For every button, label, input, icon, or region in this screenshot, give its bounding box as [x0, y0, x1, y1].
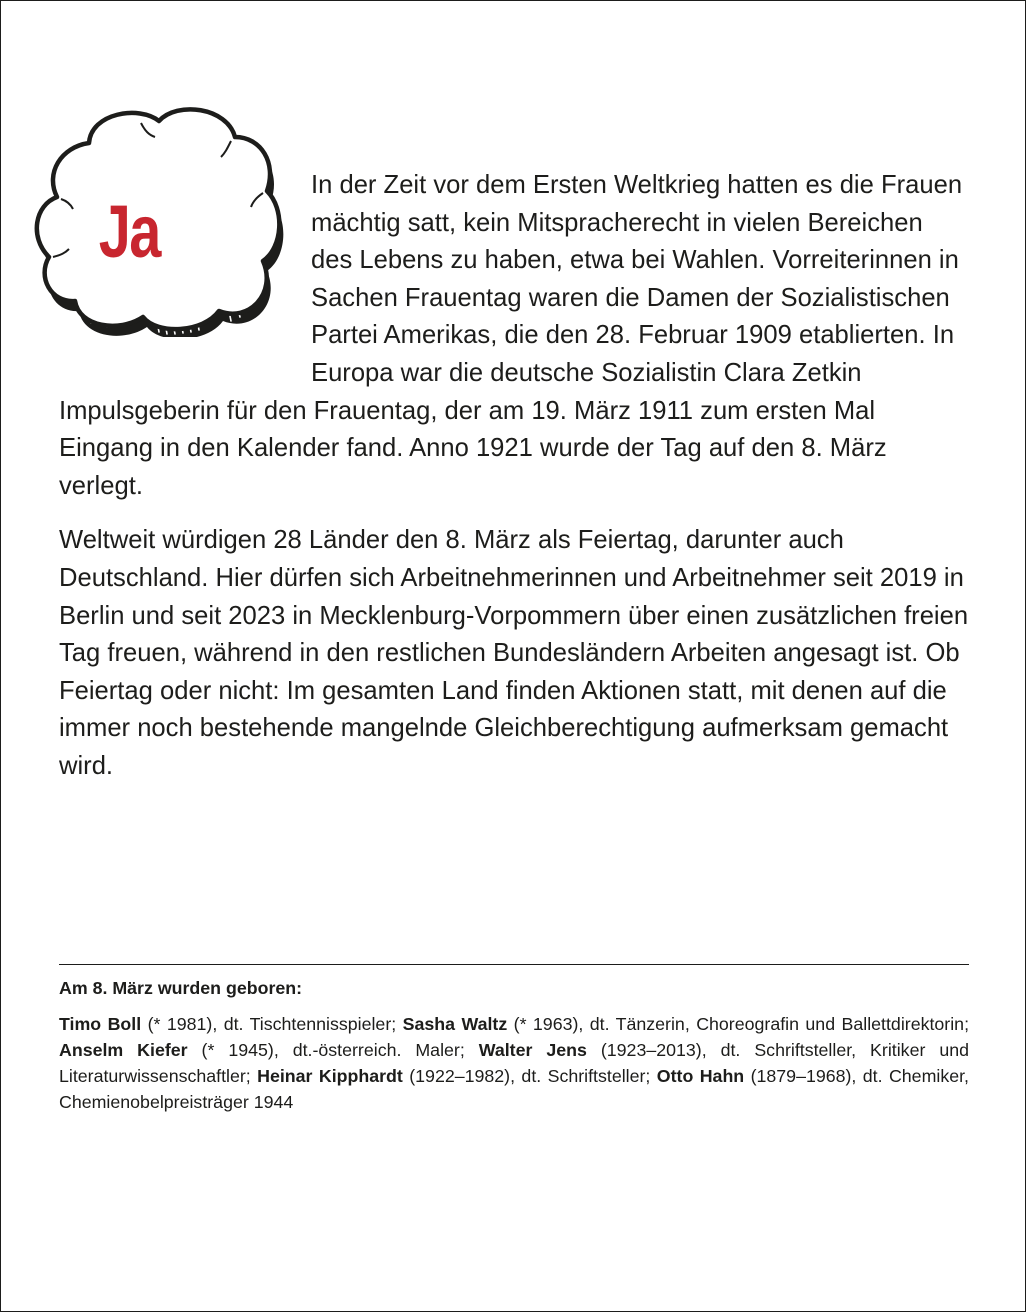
birth-name: Walter Jens: [478, 1040, 587, 1060]
birth-name: Sasha Waltz: [402, 1014, 508, 1034]
paragraph-2: Weltweit würdigen 28 Länder den 8. März als Feiertag, darunter auch Deutschland. Hier dürfen sich Arbeitnehmerinnen und Arbeitnehmer seit 2019 in Berlin und seit 2023 in Mecklenburg-Vorpommern über einen zusätzlichen freien Tag freuen, während in den restlichen Bundesländern Arbeiten angesagt ist. Ob Feiertag oder nicht: Im gesamten Land finden Aktionen statt, mit denen auf die immer noch bestehende mangelnde Gleichberechtigung aufmerksam gemacht wird.: [59, 526, 969, 780]
birth-detail: (1879–1968), dt. Chemiker, Chemienobelpreisträger 1944: [59, 1066, 969, 1112]
main-article: [59, 167, 969, 786]
birth-name: Otto Hahn: [656, 1066, 745, 1086]
births-list: [59, 1011, 969, 1115]
birth-name: Heinar Kipphardt: [257, 1066, 403, 1086]
birth-detail: (1922–1982), dt. Schriftsteller;: [402, 1066, 657, 1086]
birth-detail: (* 1963), dt. Tänzerin, Choreografin und Ballettdirektorin;: [507, 1014, 970, 1034]
paragraph-1: In der Zeit vor dem Ersten Weltkrieg hatten es die Frauen mächtig satt, kein Mitspracherecht in vielen Bereichen des Lebens zu haben, etwa bei Wahlen. Vorreiterinnen in Sachen Frauentag waren die Damen der Sozialistischen Partei Amerikas, die den 28. Februar 1909 etablierten. In Europa war die deutsche Sozialistin Clara Zetkin Impulsgeberin für den Frauentag, der am 19. März 1911 zum ersten Mal Eingang in den Kalender fand. Anno 1921 wurde der Tag auf den 8. März verlegt.: [59, 171, 963, 500]
birth-name: Timo Boll: [59, 1014, 142, 1034]
births-section: [59, 975, 969, 1115]
birth-detail: (1923–2013), dt. Schriftsteller, Kritiker und Literaturwissenschaftler;: [59, 1040, 969, 1086]
cloud-spacer: [59, 169, 311, 357]
divider: [59, 964, 969, 965]
birth-detail: (* 1981), dt. Tischtennisspieler;: [141, 1014, 403, 1034]
births-heading: Am 8. März wurden geboren:: [59, 978, 303, 998]
cloud-label: Ja: [98, 191, 160, 274]
birth-detail: (* 1945), dt.-österreich. Maler;: [187, 1040, 479, 1060]
birth-name: Anselm Kiefer: [59, 1040, 188, 1060]
